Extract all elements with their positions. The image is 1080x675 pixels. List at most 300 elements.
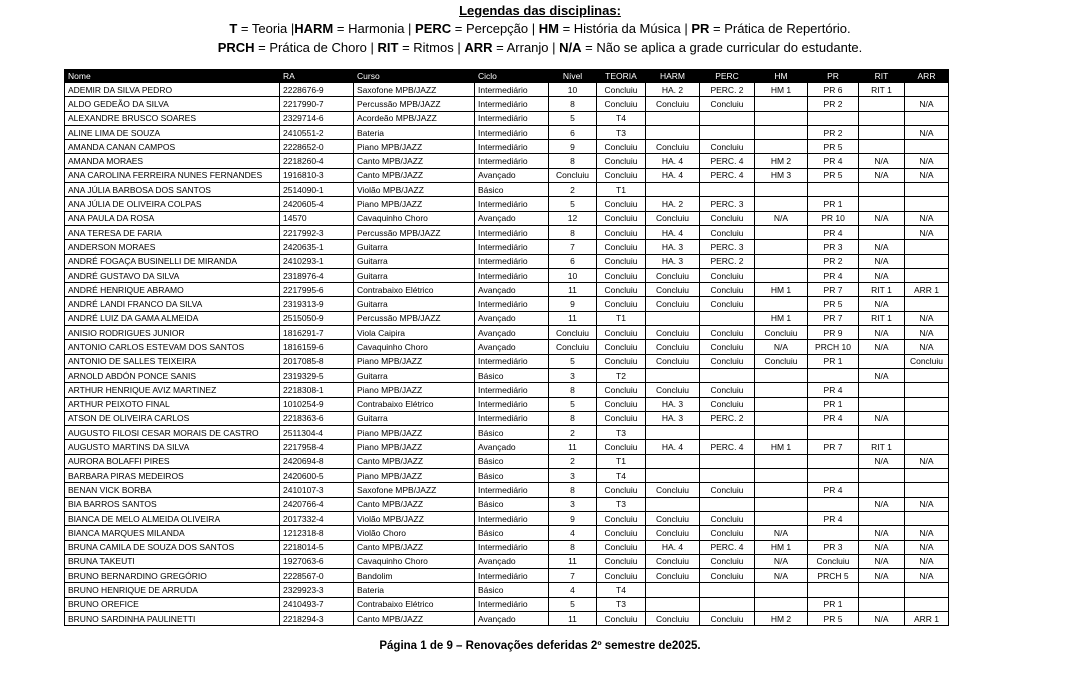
col-header-ra: RA: [280, 70, 354, 83]
cell-nivel: 11: [549, 554, 597, 568]
cell-curso: Guitarra: [354, 411, 475, 425]
cell-nivel: 5: [549, 354, 597, 368]
cell-ciclo: Básico: [475, 583, 549, 597]
cell-curso: Cavaquinho Choro: [354, 211, 475, 225]
cell-teoria: Concluiu: [597, 268, 646, 282]
cell-rit: N/A: [859, 611, 905, 625]
cell-arr: [905, 397, 949, 411]
cell-hm: N/A: [755, 569, 808, 583]
cell-ciclo: Intermediário: [475, 154, 549, 168]
col-header-nivel: Nível: [549, 70, 597, 83]
cell-nome: ANA JÚLIA BARBOSA DOS SANTOS: [65, 183, 280, 197]
cell-rit: N/A: [859, 340, 905, 354]
cell-harm: Concluiu: [646, 283, 700, 297]
cell-hm: [755, 469, 808, 483]
cell-nome: ADEMIR DA SILVA PEDRO: [65, 83, 280, 97]
cell-ra: 1916810-3: [280, 168, 354, 182]
cell-pr: PR 4: [808, 411, 859, 425]
cell-pr: [808, 111, 859, 125]
cell-ra: 2017085-8: [280, 354, 354, 368]
cell-perc: [700, 497, 755, 511]
table-row: [65, 83, 949, 97]
cell-harm: [646, 183, 700, 197]
cell-rit: [859, 225, 905, 239]
cell-nivel: 11: [549, 611, 597, 625]
cell-hm: [755, 140, 808, 154]
table-row: [65, 454, 949, 468]
cell-arr: N/A: [905, 569, 949, 583]
cell-nome: AURORA BOLAFFI PIRES: [65, 454, 280, 468]
cell-hm: [755, 111, 808, 125]
cell-hm: HM 1: [755, 440, 808, 454]
cell-nivel: Concluiu: [549, 340, 597, 354]
cell-pr: Concluiu: [808, 554, 859, 568]
table-row: [65, 411, 949, 425]
cell-hm: HM 1: [755, 311, 808, 325]
cell-rit: [859, 140, 905, 154]
cell-nome: ANDRÉ FOGAÇA BUSINELLI DE MIRANDA: [65, 254, 280, 268]
col-header-hm: HM: [755, 70, 808, 83]
cell-arr: [905, 483, 949, 497]
cell-nivel: 11: [549, 283, 597, 297]
cell-arr: [905, 383, 949, 397]
cell-perc: [700, 469, 755, 483]
cell-perc: [700, 454, 755, 468]
cell-rit: N/A: [859, 569, 905, 583]
cell-rit: [859, 383, 905, 397]
table-row: [65, 469, 949, 483]
table-row: [65, 540, 949, 554]
cell-nome: ANTONIO DE SALLES TEIXEIRA: [65, 354, 280, 368]
cell-harm: [646, 125, 700, 139]
cell-ciclo: Intermediário: [475, 83, 549, 97]
cell-rit: [859, 469, 905, 483]
cell-pr: [808, 183, 859, 197]
cell-pr: PR 3: [808, 540, 859, 554]
cell-nome: ARNOLD ABDÓN PONCE SANIS: [65, 368, 280, 382]
cell-arr: [905, 268, 949, 282]
cell-nivel: 8: [549, 411, 597, 425]
table-body: [65, 83, 949, 626]
cell-nivel: 8: [549, 225, 597, 239]
cell-curso: Acordeão MPB/JAZZ: [354, 111, 475, 125]
cell-nome: ANA JÚLIA DE OLIVEIRA COLPAS: [65, 197, 280, 211]
cell-pr: PRCH 10: [808, 340, 859, 354]
cell-ra: 1816159-6: [280, 340, 354, 354]
cell-curso: Piano MPB/JAZZ: [354, 354, 475, 368]
cell-arr: ARR 1: [905, 611, 949, 625]
cell-rit: N/A: [859, 411, 905, 425]
cell-ciclo: Avançado: [475, 340, 549, 354]
cell-ciclo: Intermediário: [475, 225, 549, 239]
page-footer: Página 1 de 9 – Renovações deferidas 2º semestre de2025.: [379, 640, 701, 652]
table-row: [65, 225, 949, 239]
cell-curso: Canto MPB/JAZZ: [354, 154, 475, 168]
table-row: [65, 283, 949, 297]
cell-hm: [755, 497, 808, 511]
cell-harm: HA. 3: [646, 397, 700, 411]
table-row: [65, 340, 949, 354]
cell-ra: 2319329-5: [280, 368, 354, 382]
cell-curso: Piano MPB/JAZZ: [354, 383, 475, 397]
legend-abbr: RIT: [377, 40, 399, 55]
cell-harm: HA. 2: [646, 197, 700, 211]
legend-text: = História da Música |: [558, 21, 692, 36]
cell-teoria: Concluiu: [597, 140, 646, 154]
cell-ra: 2515050-9: [280, 311, 354, 325]
cell-arr: [905, 411, 949, 425]
cell-harm: [646, 469, 700, 483]
cell-teoria: Concluiu: [597, 354, 646, 368]
cell-harm: Concluiu: [646, 297, 700, 311]
cell-harm: [646, 497, 700, 511]
legend-abbr: PR: [691, 21, 710, 36]
cell-curso: Violão MPB/JAZZ: [354, 183, 475, 197]
cell-rit: RIT 1: [859, 311, 905, 325]
table-row: [65, 140, 949, 154]
cell-teoria: T4: [597, 469, 646, 483]
cell-rit: [859, 354, 905, 368]
cell-rit: N/A: [859, 297, 905, 311]
cell-ciclo: Básico: [475, 183, 549, 197]
cell-teoria: Concluiu: [597, 83, 646, 97]
cell-arr: [905, 183, 949, 197]
cell-nivel: 11: [549, 311, 597, 325]
renewals-table: [64, 69, 949, 626]
cell-arr: [905, 583, 949, 597]
cell-curso: Violão MPB/JAZZ: [354, 511, 475, 525]
cell-ra: 2218363-6: [280, 411, 354, 425]
col-header-curso: Curso: [354, 70, 475, 83]
cell-perc: PERC. 2: [700, 411, 755, 425]
cell-curso: Guitarra: [354, 240, 475, 254]
cell-curso: Saxofone MPB/JAZZ: [354, 483, 475, 497]
cell-pr: PR 6: [808, 83, 859, 97]
cell-pr: PR 2: [808, 254, 859, 268]
cell-arr: N/A: [905, 326, 949, 340]
cell-harm: HA. 3: [646, 240, 700, 254]
cell-perc: PERC. 4: [700, 540, 755, 554]
cell-arr: N/A: [905, 311, 949, 325]
cell-ciclo: Básico: [475, 426, 549, 440]
cell-ra: 2228676-9: [280, 83, 354, 97]
cell-pr: PR 2: [808, 125, 859, 139]
cell-nome: BIANCA MARQUES MILANDA: [65, 526, 280, 540]
cell-ciclo: Intermediário: [475, 569, 549, 583]
cell-curso: Canto MPB/JAZZ: [354, 168, 475, 182]
cell-ciclo: Intermediário: [475, 411, 549, 425]
cell-rit: [859, 483, 905, 497]
cell-nome: ANDRÉ GUSTAVO DA SILVA: [65, 268, 280, 282]
cell-harm: [646, 454, 700, 468]
cell-ciclo: Intermediário: [475, 397, 549, 411]
cell-harm: Concluiu: [646, 511, 700, 525]
cell-perc: PERC. 4: [700, 154, 755, 168]
cell-rit: [859, 583, 905, 597]
cell-ra: 2228652-0: [280, 140, 354, 154]
cell-ciclo: Intermediário: [475, 383, 549, 397]
cell-curso: Piano MPB/JAZZ: [354, 140, 475, 154]
cell-curso: Piano MPB/JAZZ: [354, 197, 475, 211]
cell-ciclo: Avançado: [475, 211, 549, 225]
cell-pr: PRCH 5: [808, 569, 859, 583]
cell-teoria: Concluiu: [597, 283, 646, 297]
cell-teoria: Concluiu: [597, 554, 646, 568]
cell-ra: 2228567-0: [280, 569, 354, 583]
cell-nivel: 2: [549, 183, 597, 197]
cell-harm: Concluiu: [646, 526, 700, 540]
cell-arr: [905, 111, 949, 125]
cell-nivel: 10: [549, 268, 597, 282]
legend-text: = Arranjo |: [492, 40, 560, 55]
cell-arr: N/A: [905, 554, 949, 568]
cell-hm: N/A: [755, 526, 808, 540]
cell-arr: [905, 368, 949, 382]
cell-teoria: T3: [597, 597, 646, 611]
cell-nivel: 9: [549, 297, 597, 311]
cell-perc: Concluiu: [700, 526, 755, 540]
cell-hm: [755, 225, 808, 239]
cell-hm: [755, 254, 808, 268]
cell-curso: Guitarra: [354, 297, 475, 311]
cell-curso: Contrabaixo Elétrico: [354, 397, 475, 411]
cell-nivel: 12: [549, 211, 597, 225]
cell-pr: PR 5: [808, 168, 859, 182]
cell-curso: Contrabaixo Elétrico: [354, 283, 475, 297]
legend-line-1: [0, 19, 1080, 38]
cell-rit: [859, 97, 905, 111]
cell-hm: HM 1: [755, 283, 808, 297]
col-header-ciclo: Ciclo: [475, 70, 549, 83]
legend-abbr: PERC: [415, 21, 452, 36]
cell-perc: [700, 125, 755, 139]
cell-teoria: Concluiu: [597, 97, 646, 111]
cell-rit: [859, 197, 905, 211]
cell-nivel: 3: [549, 497, 597, 511]
cell-hm: N/A: [755, 554, 808, 568]
cell-harm: Concluiu: [646, 569, 700, 583]
cell-pr: [808, 526, 859, 540]
legend-title: Legendas das disciplinas:: [459, 3, 621, 18]
cell-perc: Concluiu: [700, 569, 755, 583]
cell-ciclo: Avançado: [475, 311, 549, 325]
legend-abbr: HM: [538, 21, 559, 36]
cell-ra: 2329714-6: [280, 111, 354, 125]
cell-ciclo: Básico: [475, 368, 549, 382]
cell-ra: 2511304-4: [280, 426, 354, 440]
cell-ciclo: Avançado: [475, 554, 549, 568]
cell-teoria: T1: [597, 311, 646, 325]
cell-perc: Concluiu: [700, 283, 755, 297]
cell-harm: [646, 597, 700, 611]
cell-harm: Concluiu: [646, 554, 700, 568]
cell-curso: Percussão MPB/JAZZ: [354, 225, 475, 239]
cell-harm: HA. 4: [646, 540, 700, 554]
cell-teoria: Concluiu: [597, 254, 646, 268]
cell-ciclo: Avançado: [475, 168, 549, 182]
cell-hm: [755, 125, 808, 139]
cell-curso: Viola Caipira: [354, 326, 475, 340]
cell-teoria: Concluiu: [597, 197, 646, 211]
cell-curso: Canto MPB/JAZZ: [354, 540, 475, 554]
cell-nivel: 8: [549, 540, 597, 554]
cell-ra: 2420600-5: [280, 469, 354, 483]
table-row: [65, 397, 949, 411]
cell-harm: Concluiu: [646, 611, 700, 625]
col-header-arr: ARR: [905, 70, 949, 83]
cell-pr: [808, 454, 859, 468]
cell-curso: Canto MPB/JAZZ: [354, 611, 475, 625]
col-header-pr: PR: [808, 70, 859, 83]
table-row: [65, 511, 949, 525]
table-row: [65, 297, 949, 311]
cell-arr: [905, 240, 949, 254]
cell-hm: [755, 597, 808, 611]
cell-curso: Guitarra: [354, 254, 475, 268]
cell-rit: N/A: [859, 540, 905, 554]
table-row: [65, 211, 949, 225]
cell-nome: BRUNA CAMILA DE SOUZA DOS SANTOS: [65, 540, 280, 554]
cell-nivel: 4: [549, 583, 597, 597]
cell-perc: PERC. 2: [700, 254, 755, 268]
cell-ciclo: Intermediário: [475, 297, 549, 311]
cell-hm: HM 1: [755, 540, 808, 554]
cell-teoria: Concluiu: [597, 611, 646, 625]
cell-harm: HA. 4: [646, 154, 700, 168]
cell-nome: ALDO GEDEÃO DA SILVA: [65, 97, 280, 111]
cell-rit: RIT 1: [859, 440, 905, 454]
cell-nivel: 6: [549, 125, 597, 139]
cell-pr: [808, 583, 859, 597]
cell-rit: [859, 597, 905, 611]
cell-perc: PERC. 4: [700, 168, 755, 182]
cell-rit: N/A: [859, 268, 905, 282]
cell-rit: RIT 1: [859, 83, 905, 97]
cell-ra: 14570: [280, 211, 354, 225]
cell-curso: Cavaquinho Choro: [354, 554, 475, 568]
table-row: [65, 311, 949, 325]
cell-nome: BIA BARROS SANTOS: [65, 497, 280, 511]
col-header-rit: RIT: [859, 70, 905, 83]
cell-ciclo: Intermediário: [475, 511, 549, 525]
cell-teoria: Concluiu: [597, 511, 646, 525]
table-row: [65, 554, 949, 568]
cell-nome: ANDRÉ LUIZ DA GAMA ALMEIDA: [65, 311, 280, 325]
cell-rit: [859, 183, 905, 197]
cell-teoria: Concluiu: [597, 397, 646, 411]
cell-nome: AMANDA CANAN CAMPOS: [65, 140, 280, 154]
cell-nome: ANA CAROLINA FERREIRA NUNES FERNANDES: [65, 168, 280, 182]
cell-hm: [755, 383, 808, 397]
cell-teoria: Concluiu: [597, 411, 646, 425]
cell-perc: [700, 311, 755, 325]
legend-abbr: PRCH: [217, 40, 255, 55]
cell-ciclo: Avançado: [475, 283, 549, 297]
cell-rit: N/A: [859, 240, 905, 254]
cell-perc: Concluiu: [700, 397, 755, 411]
cell-ciclo: Intermediário: [475, 354, 549, 368]
cell-nome: ANTONIO CARLOS ESTEVAM DOS SANTOS: [65, 340, 280, 354]
cell-nome: ANDRÉ LANDI FRANCO DA SILVA: [65, 297, 280, 311]
cell-pr: PR 5: [808, 611, 859, 625]
table-row: [65, 183, 949, 197]
cell-ciclo: Intermediário: [475, 483, 549, 497]
cell-arr: N/A: [905, 540, 949, 554]
cell-arr: N/A: [905, 97, 949, 111]
cell-pr: PR 1: [808, 597, 859, 611]
cell-arr: N/A: [905, 168, 949, 182]
cell-arr: [905, 597, 949, 611]
table-row: [65, 97, 949, 111]
cell-ra: 1816291-7: [280, 326, 354, 340]
cell-perc: Concluiu: [700, 383, 755, 397]
cell-curso: Percussão MPB/JAZZ: [354, 311, 475, 325]
cell-teoria: Concluiu: [597, 211, 646, 225]
legend-line-2: [0, 38, 1080, 57]
cell-nivel: 8: [549, 483, 597, 497]
cell-ciclo: Avançado: [475, 440, 549, 454]
cell-harm: Concluiu: [646, 340, 700, 354]
cell-ciclo: Intermediário: [475, 197, 549, 211]
cell-harm: Concluiu: [646, 326, 700, 340]
cell-nivel: 8: [549, 383, 597, 397]
table-row: [65, 240, 949, 254]
cell-harm: Concluiu: [646, 483, 700, 497]
cell-rit: N/A: [859, 154, 905, 168]
col-header-nome: Nome: [65, 70, 280, 83]
cell-harm: Concluiu: [646, 268, 700, 282]
table-row: [65, 526, 949, 540]
table-row: [65, 168, 949, 182]
cell-arr: N/A: [905, 526, 949, 540]
cell-pr: PR 5: [808, 140, 859, 154]
cell-curso: Cavaquinho Choro: [354, 340, 475, 354]
cell-nome: BRUNA TAKEUTI: [65, 554, 280, 568]
cell-pr: [808, 426, 859, 440]
cell-harm: Concluiu: [646, 140, 700, 154]
cell-pr: PR 2: [808, 97, 859, 111]
table-row: [65, 583, 949, 597]
cell-hm: [755, 411, 808, 425]
cell-rit: RIT 1: [859, 283, 905, 297]
cell-ra: 2217995-6: [280, 283, 354, 297]
cell-nivel: 9: [549, 140, 597, 154]
cell-pr: PR 1: [808, 354, 859, 368]
table-row: [65, 254, 949, 268]
cell-perc: Concluiu: [700, 354, 755, 368]
cell-nivel: 8: [549, 154, 597, 168]
cell-nome: BRUNO HENRIQUE DE ARRUDA: [65, 583, 280, 597]
table-row: [65, 154, 949, 168]
cell-teoria: T1: [597, 183, 646, 197]
cell-nome: BRUNO SARDINHA PAULINETTI: [65, 611, 280, 625]
cell-nome: ANDRÉ HENRIQUE ABRAMO: [65, 283, 280, 297]
legend-abbr: HARM: [294, 21, 334, 36]
cell-perc: [700, 111, 755, 125]
cell-harm: [646, 426, 700, 440]
legend-abbr: N/A: [559, 40, 582, 55]
cell-nome: BIANCA DE MELO ALMEIDA OLIVEIRA: [65, 511, 280, 525]
cell-pr: PR 1: [808, 197, 859, 211]
cell-teoria: Concluiu: [597, 154, 646, 168]
cell-pr: PR 4: [808, 268, 859, 282]
cell-pr: PR 3: [808, 240, 859, 254]
cell-ra: 2420635-1: [280, 240, 354, 254]
cell-arr: ARR 1: [905, 283, 949, 297]
cell-rit: [859, 426, 905, 440]
cell-arr: N/A: [905, 211, 949, 225]
table-row: [65, 368, 949, 382]
